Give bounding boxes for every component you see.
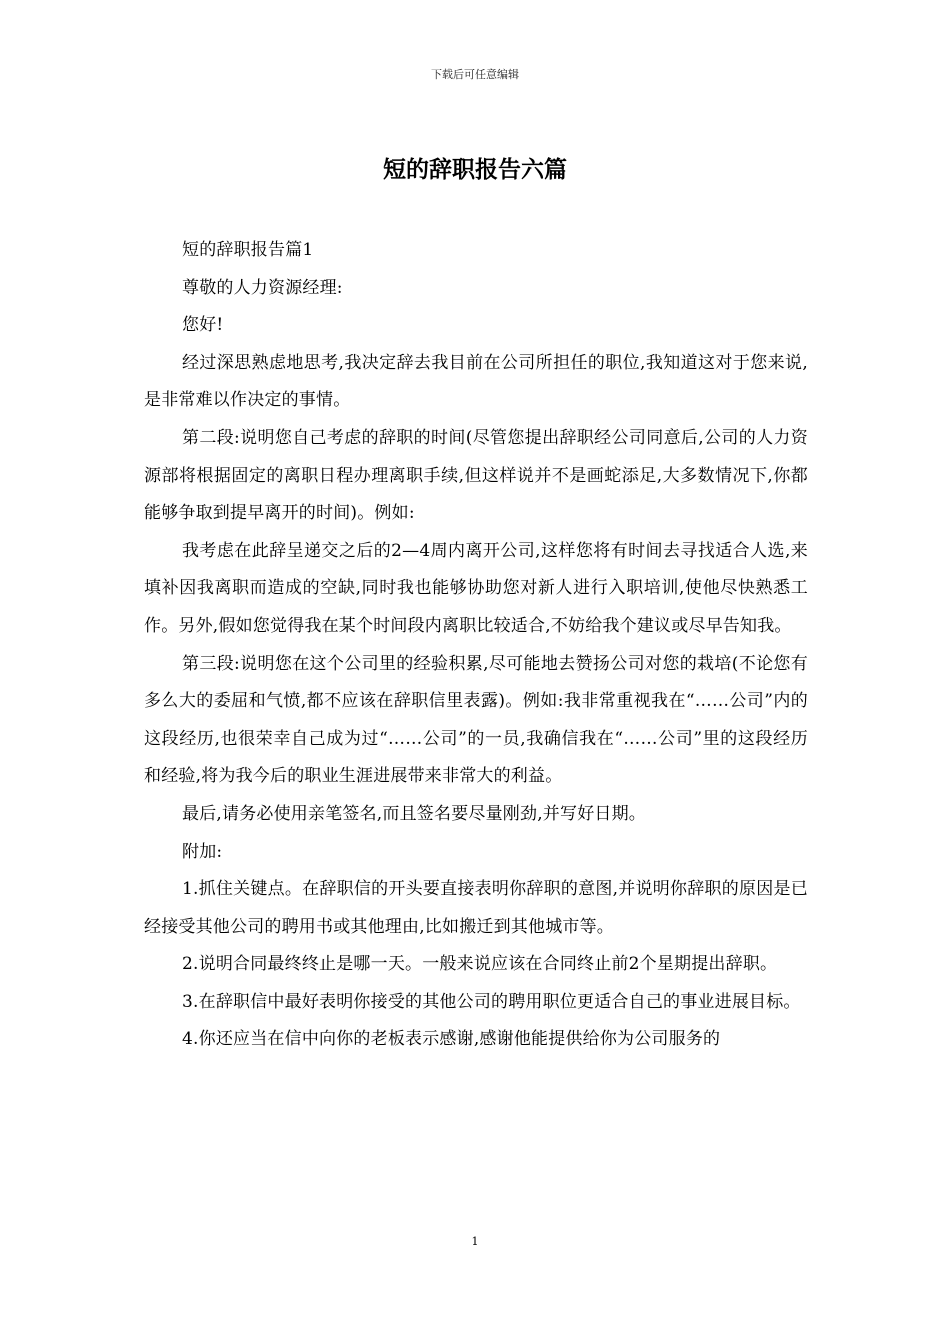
paragraph: 我考虑在此辞呈递交之后的2—4周内离开公司,这样您将有时间去寻找适合人选,来填补因我离职而造成的空缺,同时我也能够协助您对新人进行入职培训,使他尽快熟悉工作。另外,假如您觉得我在某个时间段内离职比较适合,不妨给我个建议或尽早告知我。 [144,540,808,636]
list-item: 4.你还应当在信中向你的老板表示感谢,感谢他能提供给你为公司服务的 [182,1029,721,1050]
salutation: 尊敬的人力资源经理: [182,277,343,298]
header-note: 下载后可任意编辑 [431,68,519,81]
list-item: 3.在辞职信中最好表明你接受的其他公司的聘用职位更适合自己的事业进展目标。 [182,991,801,1012]
list-item: 1.抓住关键点。在辞职信的开头要直接表明你辞职的意图,并说明你辞职的原因是已经接受其他公司的聘用书或其他理由,比如搬迁到其他城市等。 [144,879,808,937]
section-heading: 短的辞职报告篇1 [182,240,314,260]
paragraph: 第二段:说明您自己考虑的辞职的时间(尽管您提出辞职经公司同意后,公司的人力资源部将根据固定的离职日程办理离职手续,但这样说并不是画蛇添足,大多数情况下,你都能够争取到提早离开的时间)。例如: [144,427,808,524]
appendix-heading: 附加: [182,841,223,862]
document-title: 短的辞职报告六篇 [383,156,567,183]
list-item: 2.说明合同最终终止是哪一天。一般来说应该在合同终止前2个星期提出辞职。 [182,954,778,975]
greeting: 您好! [182,315,224,336]
page-number: 1 [471,1235,479,1248]
paragraph: 第三段:说明您在这个公司里的经验积累,尽可能地去赞扬公司对您的栽培(不论您有多么大的委屈和气愤,都不应该在辞职信里表露)。例如:我非常重视我在“……公司”内的这段经历,也很荣幸自己成为过“……公司”的一员,我确信我在“……公司”里的这段经历和经验,将为我今后的职业生涯进展带来非常大的利益。 [144,653,808,787]
paragraph: 经过深思熟虑地思考,我决定辞去我目前在公司所担任的职位,我知道这对于您来说,是非常难以作决定的事情。 [144,352,808,411]
paragraph: 最后,请务必使用亲笔签名,而且签名要尽量刚劲,并写好日期。 [182,803,647,824]
document-body [144,232,808,1059]
